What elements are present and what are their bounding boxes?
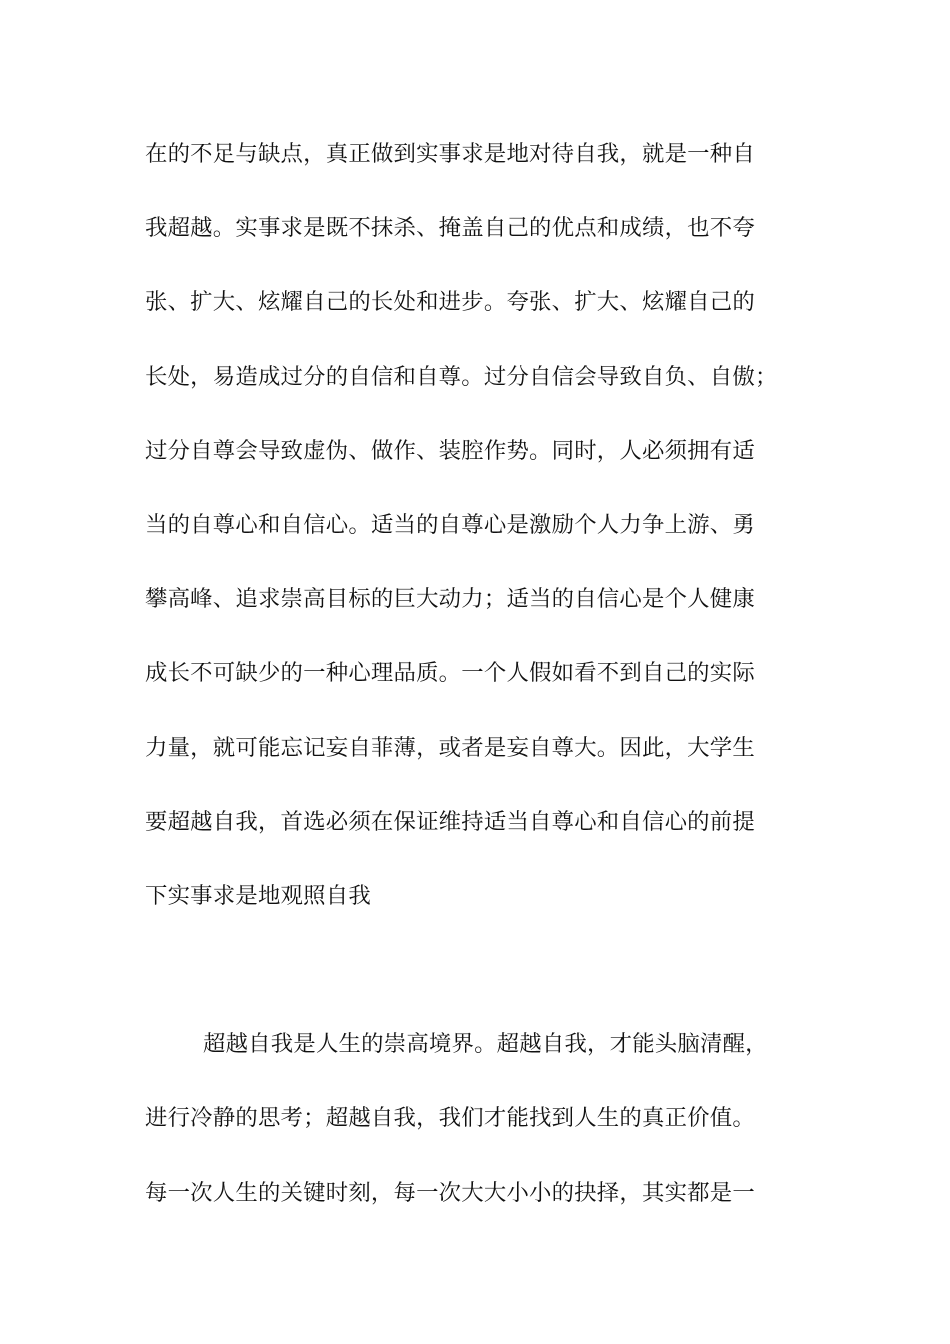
paragraph-2: [145, 1022, 810, 1245]
text-line: 我超越。实事求是既不抹杀、掩盖自己的优点和成绩，也不夸: [145, 215, 755, 242]
paragraph-1: [145, 132, 810, 948]
text-line: 长处，易造成过分的自信和自尊。过分自信会导致自负、自傲；: [145, 363, 778, 390]
text-line: 张、扩大、炫耀自己的长处和进步。夸张、扩大、炫耀自己的: [145, 289, 755, 316]
text-line: 攀高峰、追求崇高目标的巨大动力；适当的自信心是个人健康: [145, 586, 755, 613]
text-line: 超越自我是人生的崇高境界。超越自我，才能头脑清醒，: [203, 1031, 768, 1058]
document-body: [145, 132, 810, 1245]
text-line: 下实事求是地观照自我: [145, 882, 371, 909]
text-line: 力量，就可能忘记妄自菲薄，或者是妄自尊大。因此，大学生: [145, 734, 755, 761]
text-line: 每一次人生的关键时刻，每一次大大小小的抉择，其实都是一: [145, 1179, 755, 1206]
text-line: 成长不可缺少的一种心理品质。一个人假如看不到自己的实际: [145, 660, 755, 687]
text-line: 进行冷静的思考；超越自我，我们才能找到人生的真正价值。: [145, 1105, 755, 1132]
text-line: 当的自尊心和自信心。适当的自尊心是激励个人力争上游、勇: [145, 511, 755, 538]
text-line: 过分自尊会导致虚伪、做作、装腔作势。同时，人必须拥有适: [145, 437, 755, 464]
text-line: 在的不足与缺点，真正做到实事求是地对待自我，就是一种自: [145, 141, 755, 167]
text-line: 要超越自我，首选必须在保证维持适当自尊心和自信心的前提: [145, 808, 755, 835]
paragraph-spacer: [145, 948, 810, 1022]
